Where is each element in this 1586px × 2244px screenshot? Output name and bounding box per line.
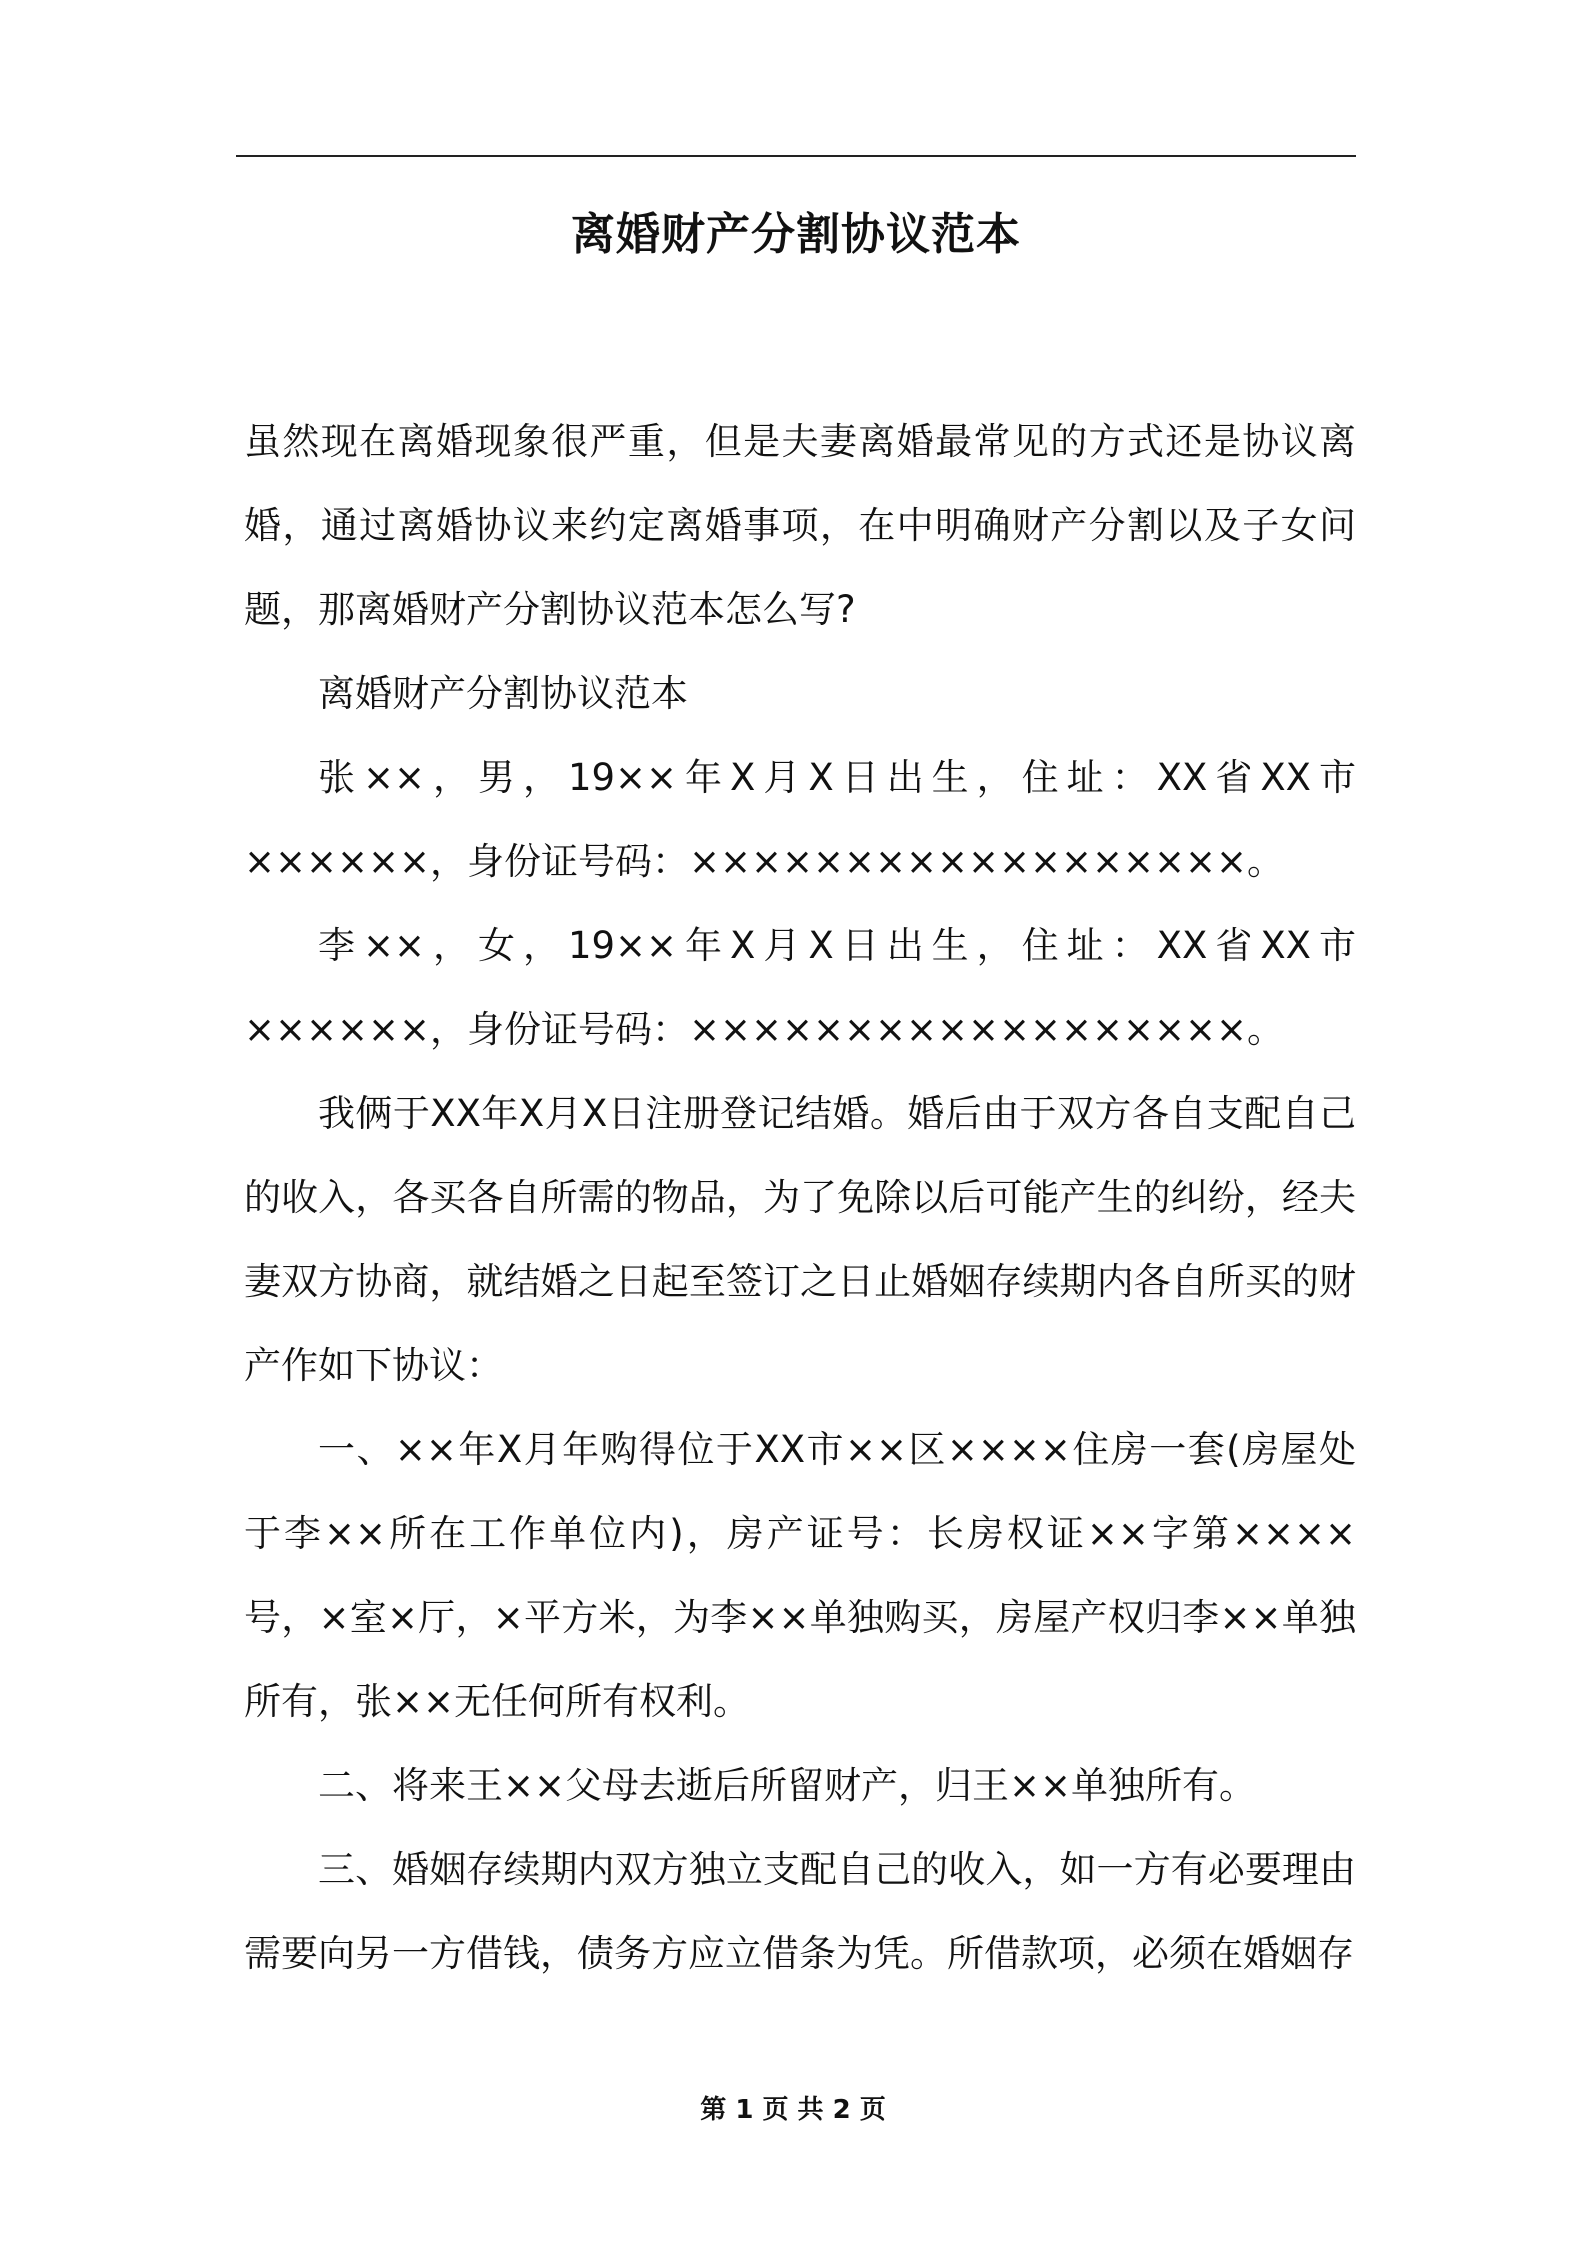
document-body	[244, 400, 1356, 1996]
paragraph-clause-2: 二、将来王××父母去逝后所留财产，归王××单独所有。	[318, 1764, 1257, 1807]
document-title: 离婚财产分割协议范本	[571, 209, 1021, 260]
paragraph-subtitle: 离婚财产分割协议范本	[318, 672, 688, 715]
paragraph-intro: 虽然现在离婚现象很严重，但是夫妻离婚最常见的方式还是协议离婚，通过离婚协议来约定离婚事项，在中明确财产分割以及子女问题，那离婚财产分割协议范本怎么写?	[244, 420, 1356, 631]
paragraph-party-zhang: 张××，男，19××年X月X日出生，住址：XX省XX市××××××，身份证号码：××××××××××××××××××。	[244, 756, 1356, 883]
page-footer: 第 1 页 共 2 页	[700, 2095, 886, 2125]
paragraph-marriage-statement: 我俩于XX年X月X日注册登记结婚。婚后由于双方各自支配自己的收入，各买各自所需的物品，为了免除以后可能产生的纠纷，经夫妻双方协商，就结婚之日起至签订之日止婚姻存续期内各自所买的财产作如下协议：	[244, 1092, 1356, 1387]
paragraph-party-li: 李××，女，19××年X月X日出生，住址：XX省XX市××××××，身份证号码：××××××××××××××××××。	[244, 924, 1356, 1051]
paragraph-clause-1: 一、××年X月年购得位于XX市××区××××住房一套(房屋处于李××所在工作单位内)，房产证号：长房权证××字第××××号，×室×厅，×平方米，为李××单独购买，房屋产权归李××单独所有，张××无任何所有权利。	[244, 1428, 1356, 1723]
paragraph-clause-3: 三、婚姻存续期内双方独立支配自己的收入，如一方有必要理由需要向另一方借钱，债务方应立借条为凭。所借款项，必须在婚姻存	[244, 1848, 1356, 1975]
header-divider	[236, 155, 1356, 157]
